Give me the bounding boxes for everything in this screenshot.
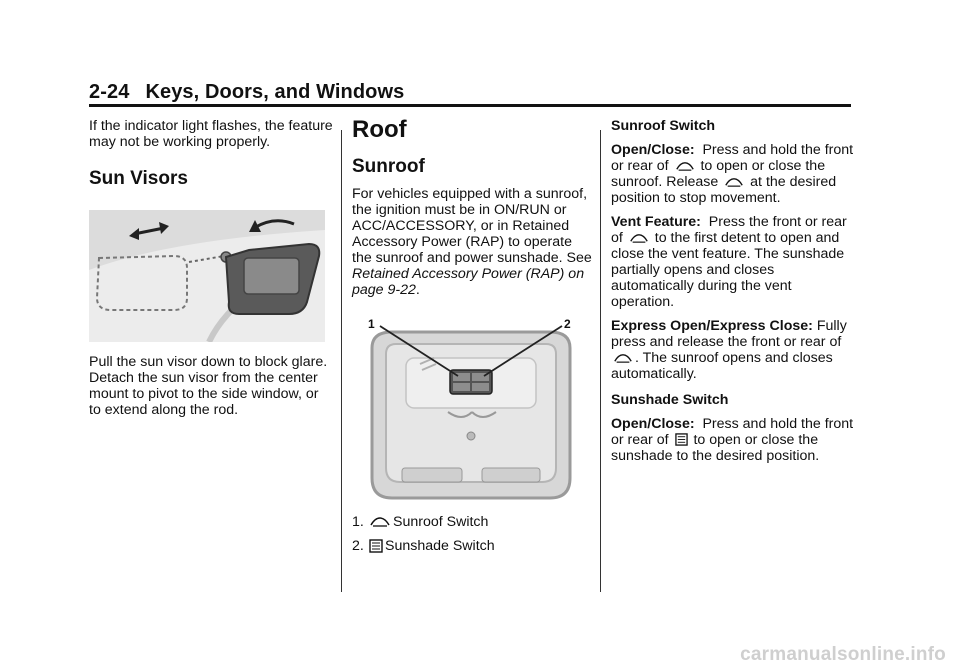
sunroof-switch-title: Sunroof Switch xyxy=(611,118,716,134)
shade-label: Open/Close: xyxy=(611,416,695,432)
sunroof-heading: Sunroof xyxy=(352,156,425,177)
callout-label: Sunroof Switch xyxy=(393,514,489,530)
callout-1 xyxy=(352,514,592,530)
column-3 xyxy=(611,118,856,464)
column-divider-2 xyxy=(600,130,601,592)
vent-text: to the first detent to open and close the vent feature. The sunshade partially opens and closes automatically during the vent operation. xyxy=(611,230,845,310)
sunroof-icon xyxy=(724,177,744,188)
vent-text: Press the front or rear of xyxy=(611,214,847,246)
callout-label: Sunshade Switch xyxy=(385,538,495,554)
rap-reference: Retained Accessory Power (RAP) on page 9-22 xyxy=(352,266,585,298)
sunroof-paragraph-text: For vehicles equipped with a sunroof, the ignition must be in ON/RUN or ACC/ACCESSORY, or in Retained Accessory Power (RAP) to operate the sunroof and power sunshade. See xyxy=(352,186,592,266)
callout-2 xyxy=(352,538,592,554)
sunshade-switch-title: Sunshade Switch xyxy=(611,392,729,408)
express-text: Fully press and release the front or rear of xyxy=(611,318,847,350)
sunshade-open-close xyxy=(611,416,856,464)
page-header xyxy=(89,81,404,104)
shade-text: Press and hold the front or rear of xyxy=(611,416,854,448)
callout-list xyxy=(352,514,592,554)
sunshade-icon xyxy=(675,433,688,446)
overhead-console-illustration xyxy=(362,318,580,506)
open-close-text: Press and hold the front or rear of xyxy=(611,142,854,174)
sunroof-open-close xyxy=(611,142,856,206)
roof-heading: Roof xyxy=(352,116,407,143)
sunroof-paragraph-end: . xyxy=(415,282,420,298)
vent-feature xyxy=(611,214,856,310)
column-2 xyxy=(352,118,592,554)
sunroof-icon xyxy=(369,516,391,528)
callout-number: 2. xyxy=(352,538,364,554)
watermark: carmanualsonline.info xyxy=(740,644,946,665)
sun-visor-illustration xyxy=(89,210,325,342)
sun-visors-heading: Sun Visors xyxy=(89,168,188,189)
express-text: . The sunroof opens and closes automatically. xyxy=(611,350,833,382)
section-number: 2-24 xyxy=(89,81,130,103)
figure-label-2: 2 xyxy=(564,318,571,331)
column-divider-1 xyxy=(341,130,342,592)
express-label: Express Open/Express Close: xyxy=(611,318,813,334)
chapter-title: Keys, Doors, and Windows xyxy=(145,81,405,103)
shade-text: to open or close the sunshade to the desired position. xyxy=(611,432,820,464)
open-close-text: to open or close the sunroof. Release xyxy=(611,158,826,190)
vent-label: Vent Feature: xyxy=(611,214,701,230)
callout-number: 1. xyxy=(352,514,364,530)
column-1 xyxy=(89,118,334,418)
sunroof-paragraph xyxy=(352,186,592,298)
open-close-label: Open/Close: xyxy=(611,142,695,158)
open-close-text: at the desired position to stop movement. xyxy=(611,174,837,206)
sunroof-icon xyxy=(675,161,695,172)
sun-visor-instructions: Pull the sun visor down to block glare. Detach the sun visor from the center mount to pivot to the side window, or to extend along the rod. xyxy=(89,354,328,418)
sunshade-icon xyxy=(369,539,383,553)
sunroof-icon xyxy=(629,233,649,244)
express-open-close xyxy=(611,318,856,382)
sunroof-icon xyxy=(613,353,633,364)
indicator-note: If the indicator light flashes, the feature may not be working properly. xyxy=(89,118,333,150)
figure-label-1: 1 xyxy=(368,318,375,331)
header-rule xyxy=(89,104,851,107)
